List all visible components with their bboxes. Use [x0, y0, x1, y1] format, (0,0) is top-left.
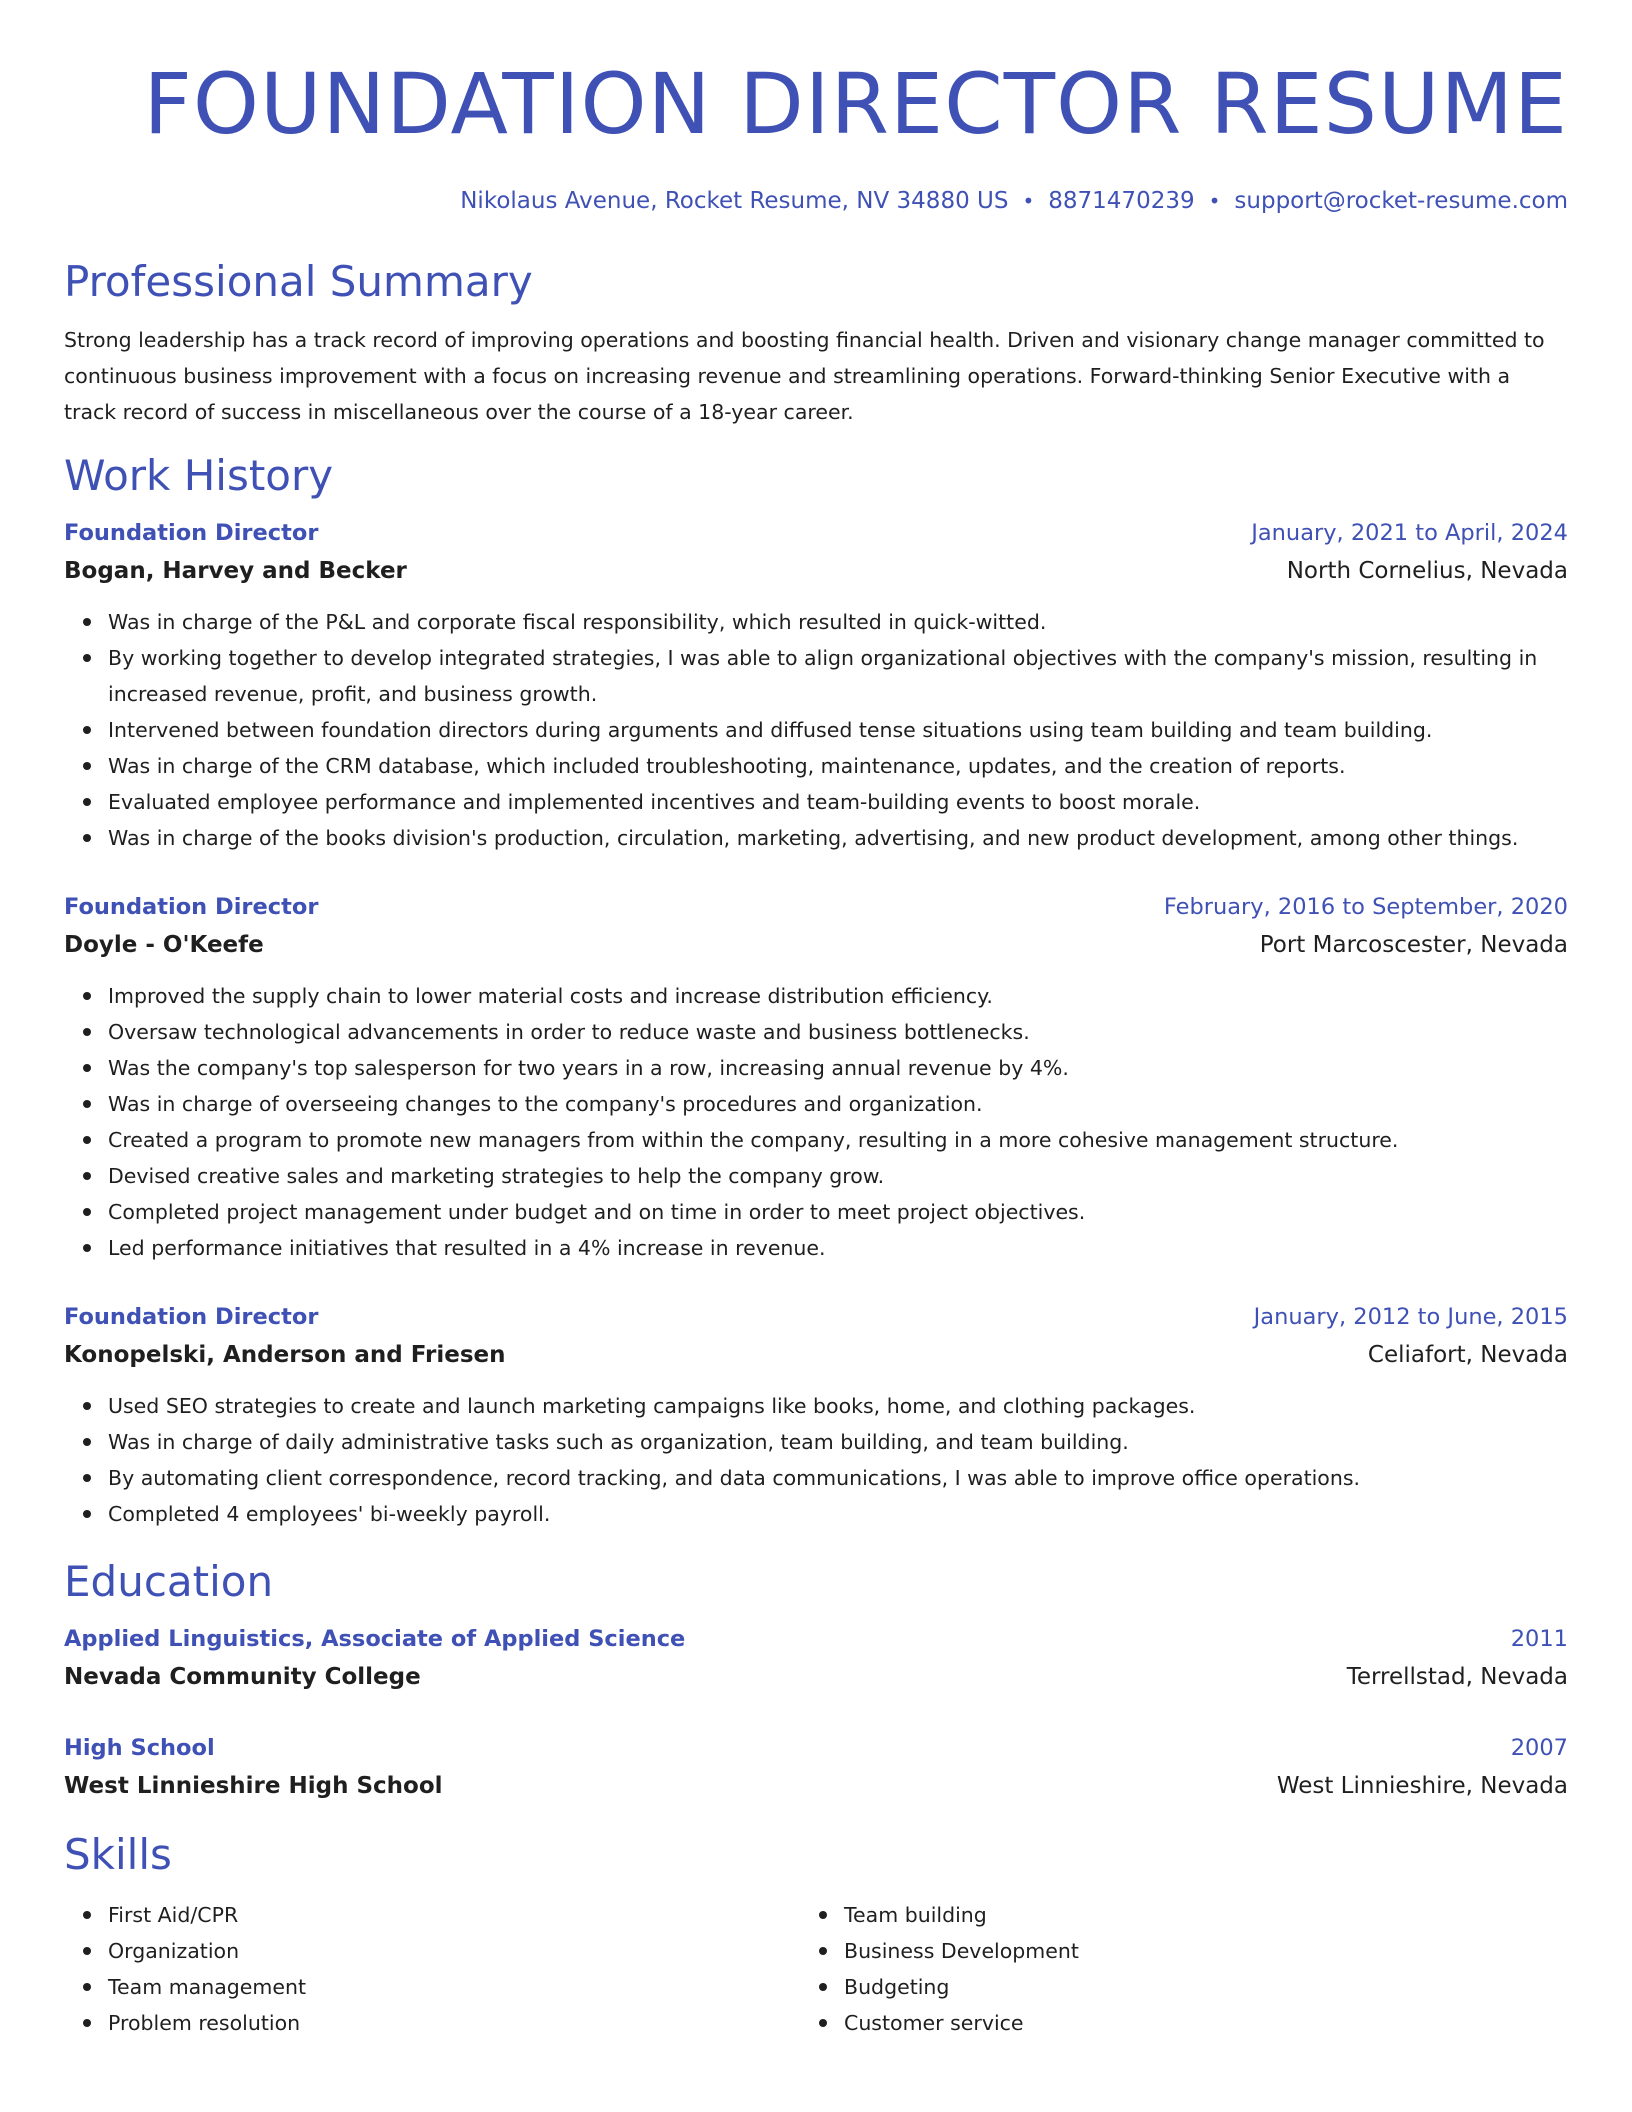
job-bullets: [64, 604, 1568, 856]
job-bullet: By working together to develop integrated strategies, I was able to align organizational objectives with the company's mission, resulting in increased revenue, profit, and business growth.: [108, 640, 1568, 712]
section-heading-work-history: Work History: [64, 451, 334, 500]
job-bullet: Evaluated employee performance and implemented incentives and team-building events to boost morale.: [108, 784, 1568, 820]
education-header-row: [64, 1729, 1568, 1767]
education-degree: Applied Linguistics, Associate of Applied Science: [64, 1626, 686, 1652]
skill-item: Budgeting: [844, 1969, 1536, 2005]
job-bullet: Led performance initiatives that resulted in a 4% increase in revenue.: [108, 1230, 1568, 1266]
job-company: Doyle - O'Keefe: [64, 932, 264, 958]
skill-item: Team management: [108, 1969, 800, 2005]
job-bullets: [64, 978, 1568, 1266]
job-bullet: By automating client correspondence, record tracking, and data communications, I was able to improve office operations.: [108, 1460, 1568, 1496]
skill-item: Customer service: [844, 2005, 1536, 2041]
job-title: Foundation Director: [64, 894, 319, 920]
job-bullet: Used SEO strategies to create and launch marketing campaigns like books, home, and clothing packages.: [108, 1388, 1568, 1424]
job-title: Foundation Director: [64, 1304, 319, 1330]
job-header-row: [64, 1298, 1568, 1336]
job-bullet: Was in charge of the P&L and corporate fiscal responsibility, which resulted in quick-witted.: [108, 604, 1568, 640]
resume-title: FOUNDATION DIRECTOR RESUME: [143, 55, 1568, 153]
contact-separator: •: [1022, 189, 1035, 213]
education-year: 2007: [1510, 1735, 1568, 1761]
job-dates: January, 2021 to April, 2024: [1251, 520, 1568, 546]
job-entry: [64, 888, 1568, 1266]
job-entry: [64, 514, 1568, 856]
job-bullet: Was in charge of daily administrative tasks such as organization, team building, and team building.: [108, 1424, 1568, 1460]
skills-columns: [64, 1897, 1568, 2041]
job-bullet: Created a program to promote new managers from within the company, resulting in a more cohesive management structure.: [108, 1122, 1568, 1158]
education-school-row: [64, 1658, 1568, 1696]
education-location: West Linnieshire, Nevada: [1276, 1773, 1568, 1799]
job-bullet: Oversaw technological advancements in order to reduce waste and business bottlenecks.: [108, 1014, 1568, 1050]
education-school: Nevada Community College: [64, 1664, 421, 1690]
job-bullet: Improved the supply chain to lower material costs and increase distribution efficiency.: [108, 978, 1568, 1014]
education-school-row: [64, 1767, 1568, 1805]
contact-email[interactable]: support@rocket-resume.com: [1234, 188, 1568, 214]
job-company-row: [64, 926, 1568, 964]
job-location: Celiafort, Nevada: [1367, 1342, 1568, 1368]
skill-item: Business Development: [844, 1933, 1536, 1969]
job-bullet: Was in charge of the books division's production, circulation, marketing, advertising, and new product development, among other things.: [108, 820, 1568, 856]
job-company-row: [64, 1336, 1568, 1374]
skills-list-left: [64, 1897, 800, 2041]
job-title: Foundation Director: [64, 520, 319, 546]
education-location: Terrellstad, Nevada: [1346, 1664, 1568, 1690]
skill-item: Organization: [108, 1933, 800, 1969]
job-entry: [64, 1298, 1568, 1532]
job-bullet: Completed project management under budget and on time in order to meet project objectives.: [108, 1194, 1568, 1230]
section-heading-skills: Skills: [64, 1830, 172, 1879]
education-header-row: [64, 1620, 1568, 1658]
job-bullet: Intervened between foundation directors during arguments and diffused tense situations using team building and team building.: [108, 712, 1568, 748]
job-company: Konopelski, Anderson and Friesen: [64, 1342, 506, 1368]
job-dates: February, 2016 to September, 2020: [1163, 894, 1568, 920]
job-header-row: [64, 888, 1568, 926]
education-degree: High School: [64, 1735, 215, 1761]
job-bullet: Was in charge of overseeing changes to the company's procedures and organization.: [108, 1086, 1568, 1122]
contact-line: [64, 186, 1568, 216]
education-entry: [64, 1729, 1568, 1805]
contact-address: Nikolaus Avenue, Rocket Resume, NV 34880 US: [460, 188, 1009, 214]
job-bullets: [64, 1388, 1568, 1532]
summary-text: Strong leadership has a track record of improving operations and boosting financial health. Driven and visionary change manager committed to continuous business improvement with a focus on increasing revenue and streamlining operations. Forward-thinking Senior Executive with a track record of success in miscellaneous over the course of a 18-year career.: [64, 328, 1545, 424]
job-location: North Cornelius, Nevada: [1286, 558, 1568, 584]
job-bullet: Was the company's top salesperson for two years in a row, increasing annual revenue by 4%.: [108, 1050, 1568, 1086]
education-school: West Linnieshire High School: [64, 1773, 443, 1799]
skill-item: Team building: [844, 1897, 1536, 1933]
job-bullet: Was in charge of the CRM database, which included troubleshooting, maintenance, updates, and the creation of reports.: [108, 748, 1568, 784]
education-entry: [64, 1620, 1568, 1696]
job-header-row: [64, 514, 1568, 552]
job-bullet: Completed 4 employees' bi-weekly payroll.: [108, 1496, 1568, 1532]
contact-separator: •: [1208, 189, 1221, 213]
skills-list-right: [800, 1897, 1536, 2041]
section-heading-summary: Professional Summary: [64, 257, 533, 306]
job-location: Port Marcoscester, Nevada: [1259, 932, 1568, 958]
skill-item: Problem resolution: [108, 2005, 800, 2041]
job-company-row: [64, 552, 1568, 590]
contact-phone[interactable]: 8871470239: [1048, 188, 1195, 214]
section-heading-education: Education: [64, 1557, 274, 1606]
job-bullet: Devised creative sales and marketing strategies to help the company grow.: [108, 1158, 1568, 1194]
job-dates: January, 2012 to June, 2015: [1253, 1304, 1568, 1330]
education-year: 2011: [1510, 1626, 1568, 1652]
skill-item: First Aid/CPR: [108, 1897, 800, 1933]
job-company: Bogan, Harvey and Becker: [64, 558, 407, 584]
